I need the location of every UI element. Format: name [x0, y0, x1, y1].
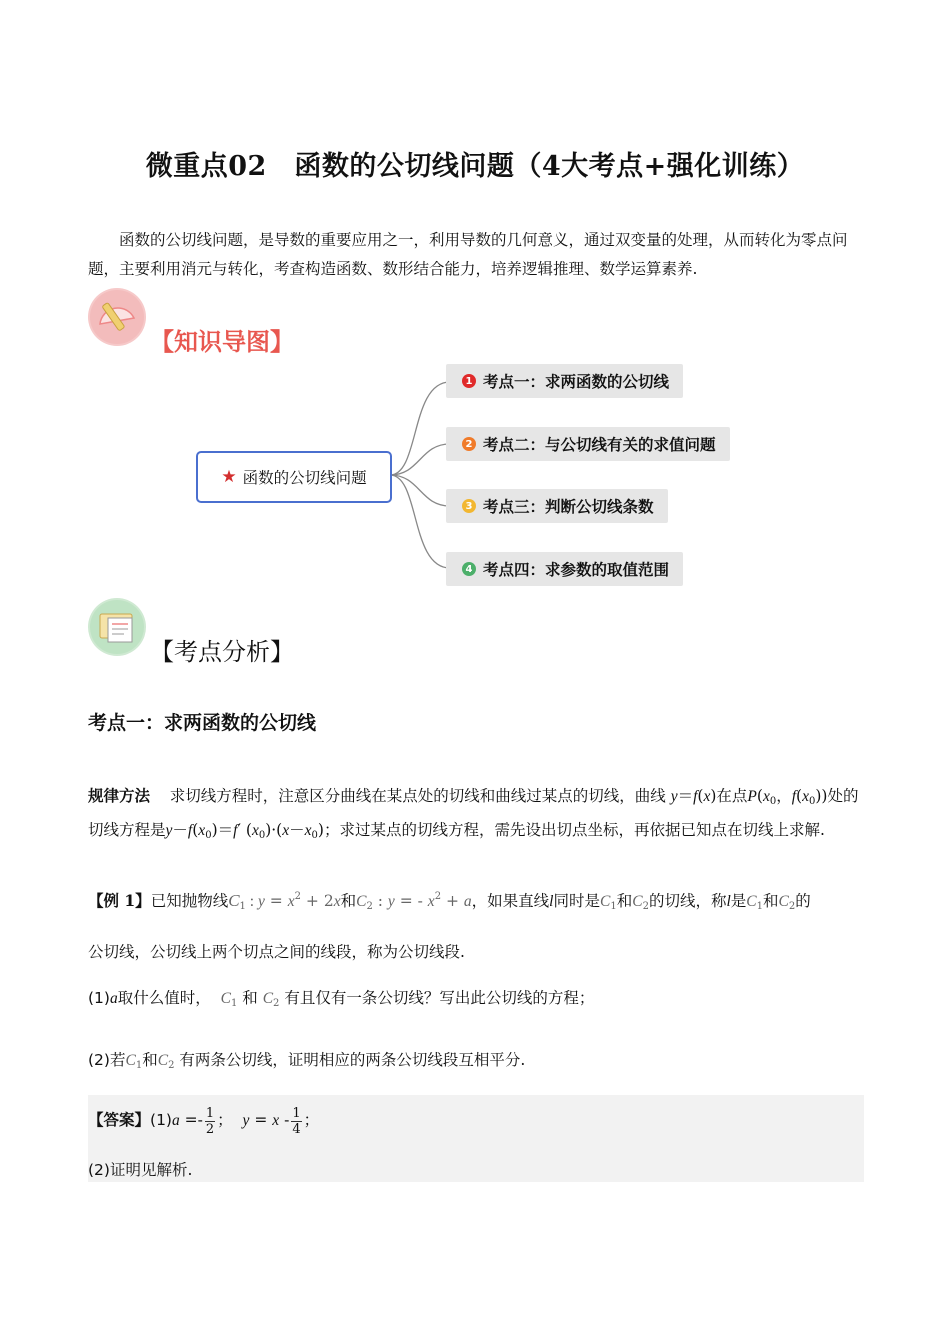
- question-2: (2)若$C_1$和$C_2$ 有两条公切线，证明相应的两条公切线段互相平分.: [88, 1051, 526, 1071]
- method-text-2: 处的切线方程是: [88, 787, 859, 839]
- analysis-heading: 【考点分析】: [150, 638, 294, 666]
- mindmap-node-4: [446, 552, 683, 586]
- folder-icon: [88, 598, 146, 656]
- number-3-icon: 3: [462, 499, 476, 513]
- intro-paragraph: 函数的公切线问题，是导数的重要应用之一，利用导数的几何意义，通过双变量的处理，从而转化为零点问题，主要利用消元与转化，考查构造函数、数形结合能力，培养逻辑推理、数学运算素养.: [88, 231, 848, 278]
- method-text-1: 求切线方程时，注意区分曲线在某点处的切线和曲线过某点的切线，曲线: [169, 787, 666, 805]
- question-1: (1)a取什么值时， $C_1$ 和 $C_2$ 有且仅有一条公切线？写出此公切线的方程；: [88, 989, 595, 1009]
- mindmap-node-label: 考点三：判断公切线条数: [483, 497, 654, 516]
- answer-line-2: (2)证明见解析.: [88, 1161, 193, 1179]
- mindmap-node-label: 考点四：求参数的取值范围: [483, 560, 670, 579]
- method-paragraph: 规律方法 求切线方程时，注意区分曲线在某点处的切线和曲线过某点的切线，曲线 y＝f(x)在点$P(x_0$，$f(x_0)$)处的切线方程是$y-f(x_0)=f'$ $(x_0)\cdot(x-x_0)$；求过某点的切线方程，需先设出切点坐标，再依据已知点在切线上求解.: [88, 787, 859, 841]
- example-1: 【例 1】已知抛物线$C_1$ : $y = x^2 + 2x$和$C_2$ : y = - $x^2 + a$，如果直线l同时是$C_1$和$C_2$的切线，称l是$C_1$和$C_2$的: [88, 891, 811, 912]
- method-label: 规律方法: [88, 787, 151, 805]
- page-title: 微重点02 函数的公切线问题（4大考点+强化训练）: [145, 151, 805, 182]
- mindmap-node-label: 考点二：与公切线有关的求值问题: [483, 435, 716, 454]
- example-label: 【例 1】: [88, 891, 151, 910]
- star-icon: ★: [221, 467, 237, 487]
- mindmap-center-node: [196, 451, 392, 503]
- number-4-icon: 4: [462, 562, 476, 576]
- mindmap-node-1: [446, 364, 683, 398]
- section-1-heading: 考点一：求两函数的公切线: [88, 712, 317, 734]
- number-2-icon: 2: [462, 437, 476, 451]
- protractor-icon: [88, 288, 146, 346]
- method-text-3: ；求过某点的切线方程，需先设出切点坐标，再依据已知点在切线上求解.: [323, 821, 825, 839]
- answer-label: 【答案】: [88, 1110, 151, 1129]
- number-1-icon: 1: [462, 374, 476, 388]
- mindmap-node-2: [446, 427, 730, 461]
- mindmap-node-label: 考点一：求两函数的公切线: [483, 372, 670, 391]
- knowledge-map-heading: 【知识导图】: [150, 328, 294, 356]
- example-line-2: 公切线，公切线上两个切点之间的线段，称为公切线段.: [88, 943, 465, 961]
- answer-line-1: 【答案】(1)a =- $\frac{1}{2}$ ； y = x - $\frac{1}{4}$ ；: [88, 1105, 320, 1137]
- mindmap-center-label: 函数的公切线问题: [242, 469, 367, 487]
- mindmap-node-3: [446, 489, 668, 523]
